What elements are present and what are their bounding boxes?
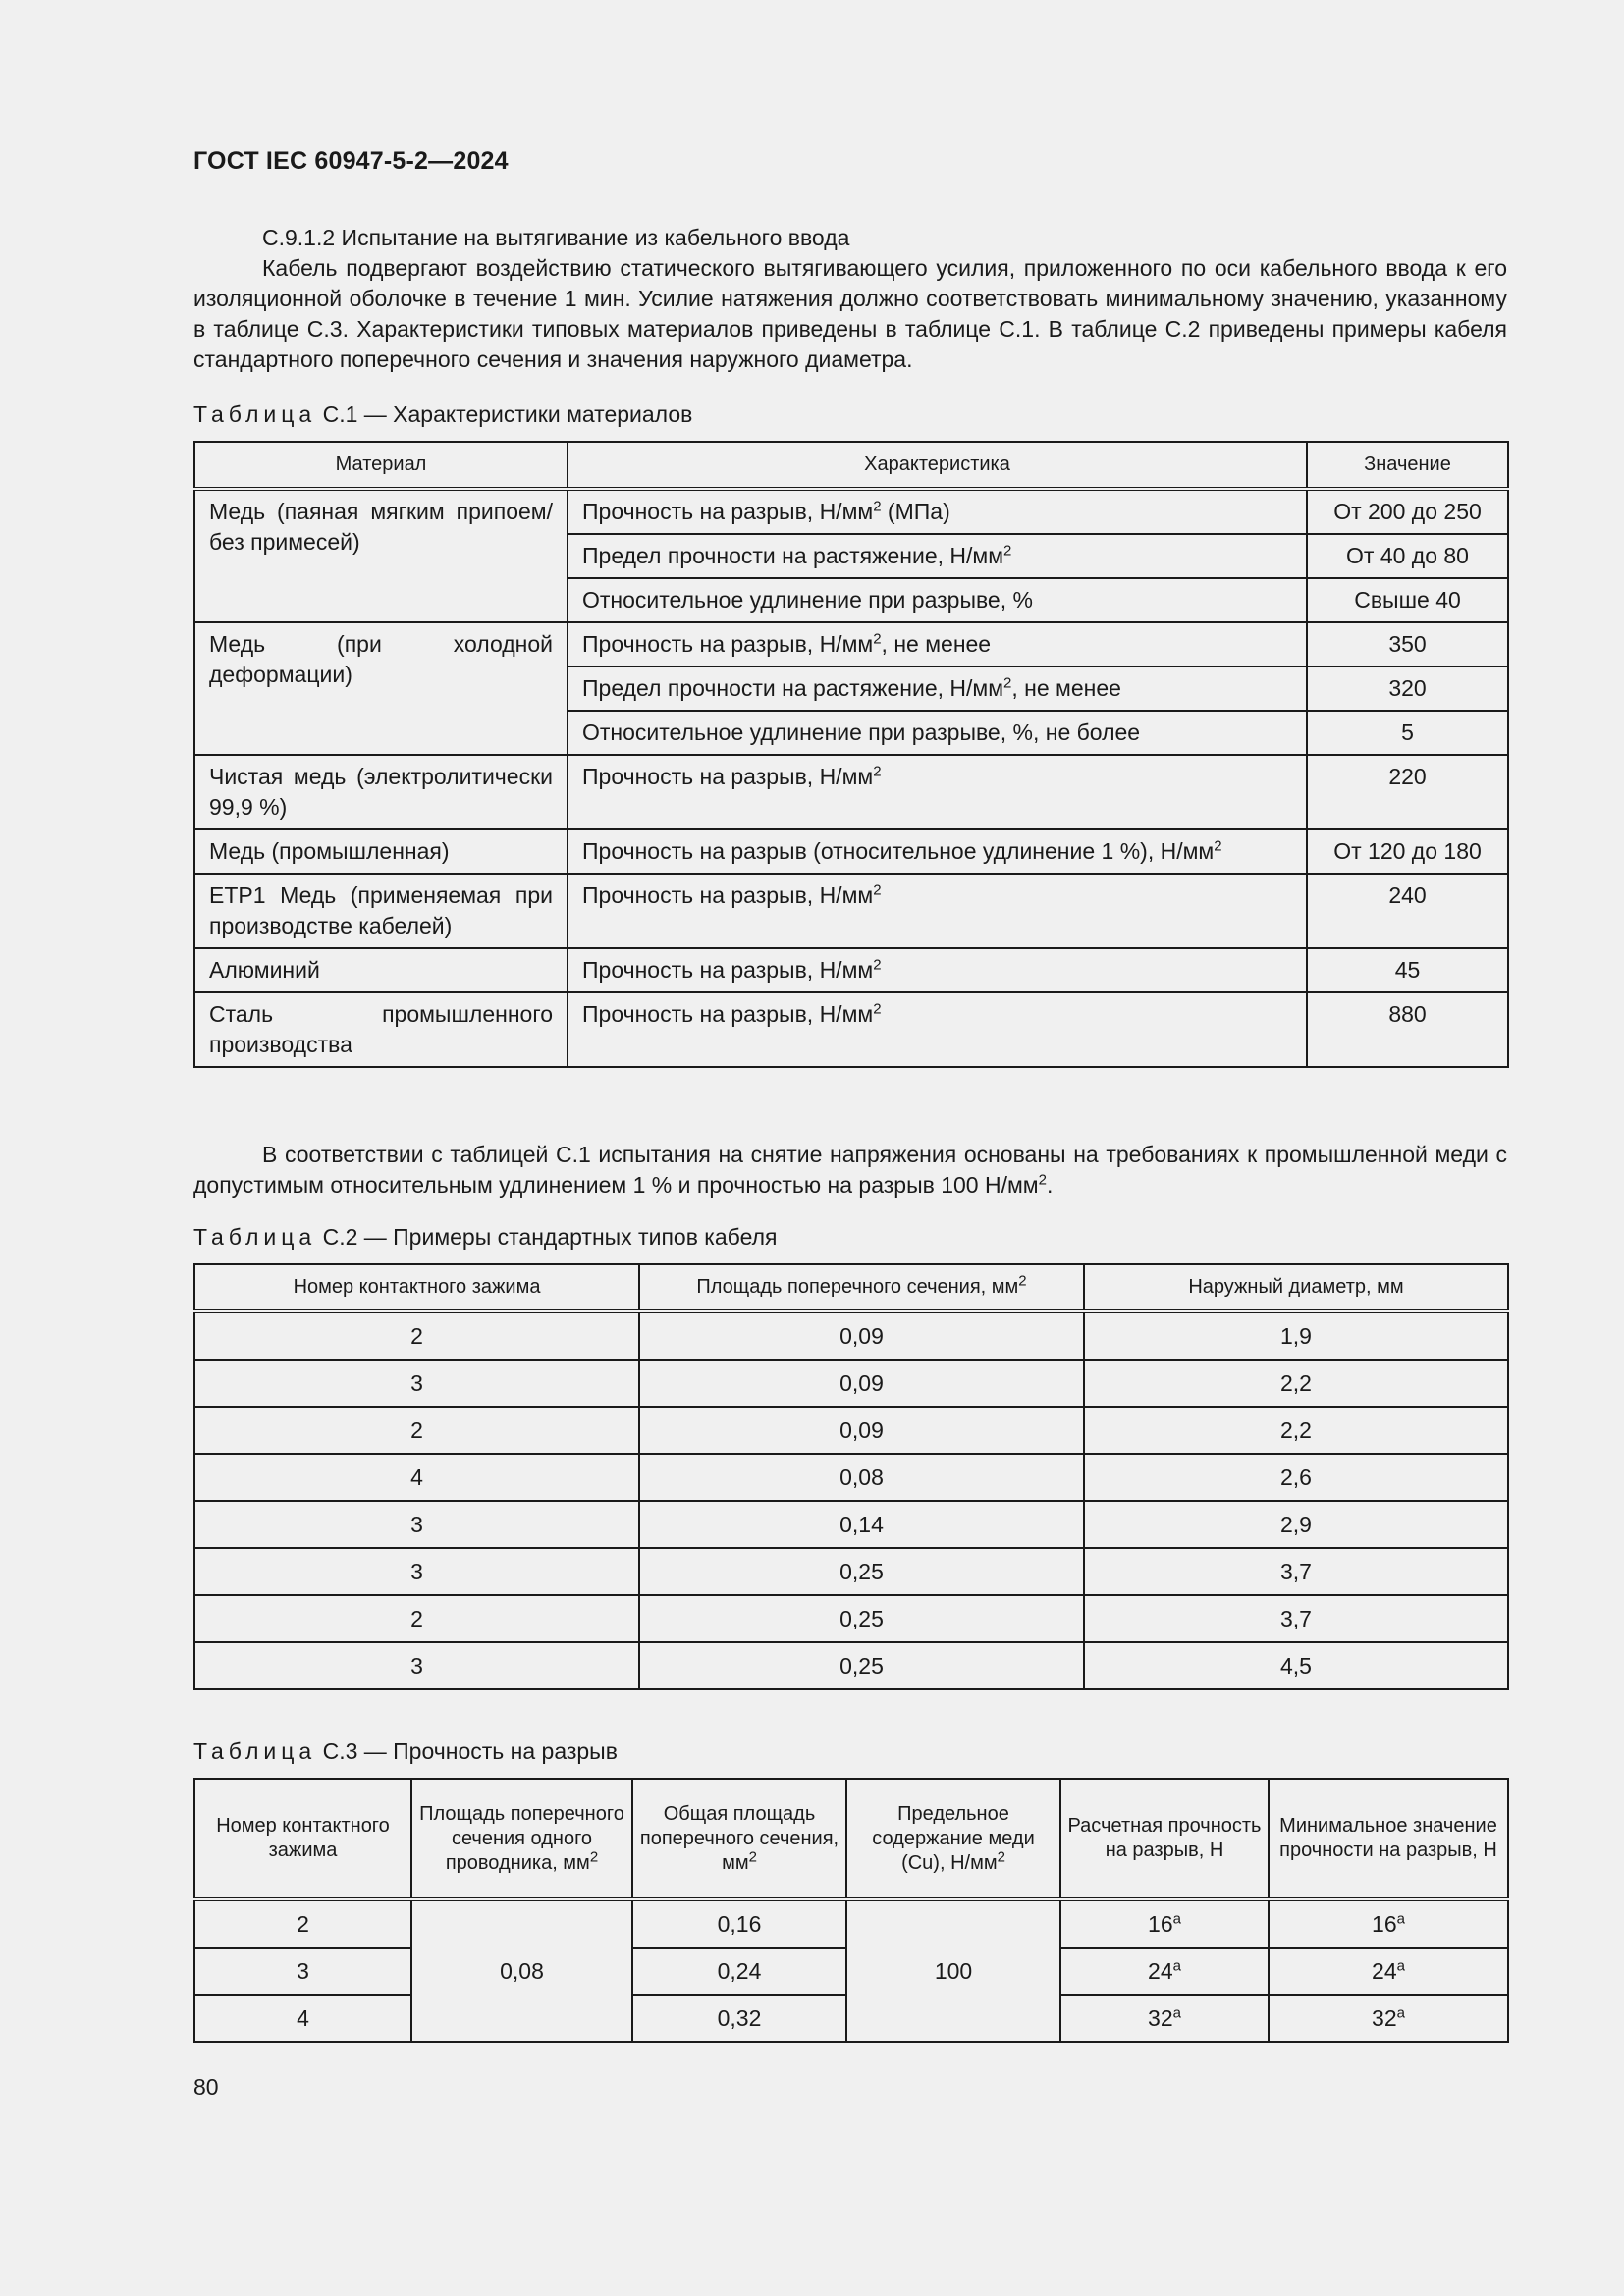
- terminal-cell: 3: [194, 1948, 411, 1995]
- column-header: Наружный диаметр, мм: [1084, 1264, 1508, 1311]
- table-row: [194, 1311, 1508, 1360]
- column-header: Расчетная прочность на разрыв, Н: [1060, 1779, 1269, 1899]
- table-row: [194, 829, 1508, 874]
- table-c3-title: Таблица С.3 — Прочность на разрыв: [193, 1738, 618, 1764]
- column-header: Площадь поперечного сечения одного проводника, $мм^2$: [411, 1779, 632, 1899]
- material-cell: Медь (при холодной деформации): [194, 622, 568, 755]
- min-strength-cell: 24$^a$: [1269, 1948, 1508, 1995]
- note-paragraph: В соответствии с таблицей С.1 испытания на снятие напряжения основаны на требованиях к промышленной меди с допустимым относительным удлинением 1 % и прочностью на разрыв 100 $Н/мм^2$.: [193, 1142, 1507, 1198]
- terminal-cell: 2: [194, 1595, 639, 1642]
- diameter-cell: 2,2: [1084, 1407, 1508, 1454]
- value-cell: От 40 до 80: [1307, 534, 1508, 578]
- table-row: [194, 992, 1508, 1067]
- table-c2-body: [194, 1311, 1508, 1689]
- value-cell: От 120 до 180: [1307, 829, 1508, 874]
- diameter-cell: 1,9: [1084, 1311, 1508, 1360]
- table-row: [194, 1407, 1508, 1454]
- value-cell: От 200 до 250: [1307, 489, 1508, 534]
- table-row: [194, 1595, 1508, 1642]
- table-row: [194, 1501, 1508, 1548]
- column-header: Номер контактного зажима: [194, 1779, 411, 1899]
- total-area-cell: 0,32: [632, 1995, 846, 2042]
- area-cell: 0,14: [639, 1501, 1084, 1548]
- terminal-cell: 4: [194, 1454, 639, 1501]
- copper-content-cell: 100: [846, 1899, 1060, 2042]
- section-text: [193, 223, 1507, 375]
- value-cell: 220: [1307, 755, 1508, 829]
- column-header: Общая площадь поперечного сечения, $мм^2$: [632, 1779, 846, 1899]
- value-cell: 880: [1307, 992, 1508, 1067]
- characteristic-cell: Прочность на разрыв, $Н/мм^2$: [568, 755, 1307, 829]
- terminal-cell: 2: [194, 1899, 411, 1948]
- min-strength-cell: 32$^a$: [1269, 1995, 1508, 2042]
- terminal-cell: 2: [194, 1311, 639, 1360]
- area-cell: 0,25: [639, 1548, 1084, 1595]
- document-code: ГОСТ IEC 60947-5-2—2024: [193, 147, 509, 175]
- column-header: Материал: [194, 442, 568, 489]
- characteristic-cell: Прочность на разрыв, $Н/мм^2$: [568, 874, 1307, 948]
- min-strength-cell: 16$^a$: [1269, 1899, 1508, 1948]
- terminal-cell: 4: [194, 1995, 411, 2042]
- characteristic-cell: Предел прочности на растяжение, $Н/мм^2$: [568, 534, 1307, 578]
- table-c2: [193, 1263, 1509, 1690]
- table-row: [194, 1360, 1508, 1407]
- column-header: Характеристика: [568, 442, 1307, 489]
- terminal-cell: 3: [194, 1642, 639, 1689]
- table-row: [194, 755, 1508, 829]
- table-row: [194, 1642, 1508, 1689]
- diameter-cell: 2,2: [1084, 1360, 1508, 1407]
- characteristic-cell: Прочность на разрыв (относительное удлинение 1 %), $Н/мм^2$: [568, 829, 1307, 874]
- table-row: [194, 1454, 1508, 1501]
- column-header: Предельное содержание меди (Cu), $Н/мм^2$: [846, 1779, 1060, 1899]
- material-cell: ETP1 Медь (применяемая при производстве кабелей): [194, 874, 568, 948]
- column-header: Минимальное значение прочности на разрыв, Н: [1269, 1779, 1508, 1899]
- material-cell: Медь (паяная мягким припоем/без примесей): [194, 489, 568, 622]
- table-c2-title: Таблица С.2 — Примеры стандартных типов кабеля: [193, 1224, 778, 1250]
- table-c1-title: Таблица С.1 — Характеристики материалов: [193, 401, 693, 427]
- diameter-cell: 3,7: [1084, 1595, 1508, 1642]
- material-cell: Алюминий: [194, 948, 568, 992]
- terminal-cell: 3: [194, 1548, 639, 1595]
- total-area-cell: 0,16: [632, 1899, 846, 1948]
- conductor-area-cell: 0,08: [411, 1899, 632, 2042]
- column-header: Значение: [1307, 442, 1508, 489]
- note-text: [193, 1140, 1507, 1201]
- material-cell: Чистая медь (электролитически 99,9 %): [194, 755, 568, 829]
- table-row: [194, 874, 1508, 948]
- area-cell: 0,09: [639, 1407, 1084, 1454]
- diameter-cell: 3,7: [1084, 1548, 1508, 1595]
- value-cell: Свыше 40: [1307, 578, 1508, 622]
- characteristic-cell: Прочность на разрыв, $Н/мм^2$: [568, 948, 1307, 992]
- terminal-cell: 3: [194, 1501, 639, 1548]
- area-cell: 0,25: [639, 1642, 1084, 1689]
- total-area-cell: 0,24: [632, 1948, 846, 1995]
- value-cell: 320: [1307, 667, 1508, 711]
- table-row: [194, 489, 1508, 534]
- calc-strength-cell: 32$^a$: [1060, 1995, 1269, 2042]
- diameter-cell: 2,9: [1084, 1501, 1508, 1548]
- terminal-cell: 2: [194, 1407, 639, 1454]
- value-cell: 5: [1307, 711, 1508, 755]
- section-heading: С.9.1.2 Испытание на вытягивание из кабельного ввода: [262, 225, 850, 250]
- value-cell: 350: [1307, 622, 1508, 667]
- terminal-cell: 3: [194, 1360, 639, 1407]
- diameter-cell: 4,5: [1084, 1642, 1508, 1689]
- value-cell: 45: [1307, 948, 1508, 992]
- page-number: 80: [193, 2074, 219, 2100]
- material-cell: Сталь промышленного производства: [194, 992, 568, 1067]
- characteristic-cell: Относительное удлинение при разрыве, %: [568, 578, 1307, 622]
- diameter-cell: 2,6: [1084, 1454, 1508, 1501]
- table-row: [194, 1899, 1508, 1948]
- column-header: Площадь поперечного сечения, $мм^2$: [639, 1264, 1084, 1311]
- table-c1: [193, 441, 1509, 1068]
- area-cell: 0,09: [639, 1311, 1084, 1360]
- characteristic-cell: Прочность на разрыв, $Н/мм^2$, не менее: [568, 622, 1307, 667]
- table-c3: [193, 1778, 1509, 2043]
- characteristic-cell: Прочность на разрыв, $Н/мм^2$ (МПа): [568, 489, 1307, 534]
- calc-strength-cell: 16$^a$: [1060, 1899, 1269, 1948]
- area-cell: 0,25: [639, 1595, 1084, 1642]
- table-row: [194, 948, 1508, 992]
- calc-strength-cell: 24$^a$: [1060, 1948, 1269, 1995]
- column-header: Номер контактного зажима: [194, 1264, 639, 1311]
- material-cell: Медь (промышленная): [194, 829, 568, 874]
- section-paragraph: Кабель подвергают воздействию статического вытягивающего усилия, приложенного по оси кабельного ввода к его изоляционной оболочке в течение 1 мин. Усилие натяжения должно соответствовать минимальному значению, указанному в таблице С.3. Характеристики типовых материалов приведены в таблице С.1. В таблице С.2 приведены примеры кабеля стандартного поперечного сечения и значения наружного диаметра.: [193, 255, 1507, 372]
- table-row: [194, 1548, 1508, 1595]
- characteristic-cell: Предел прочности на растяжение, $Н/мм^2$, не менее: [568, 667, 1307, 711]
- table-row: [194, 622, 1508, 667]
- area-cell: 0,09: [639, 1360, 1084, 1407]
- area-cell: 0,08: [639, 1454, 1084, 1501]
- characteristic-cell: Прочность на разрыв, $Н/мм^2$: [568, 992, 1307, 1067]
- characteristic-cell: Относительное удлинение при разрыве, %, не более: [568, 711, 1307, 755]
- value-cell: 240: [1307, 874, 1508, 948]
